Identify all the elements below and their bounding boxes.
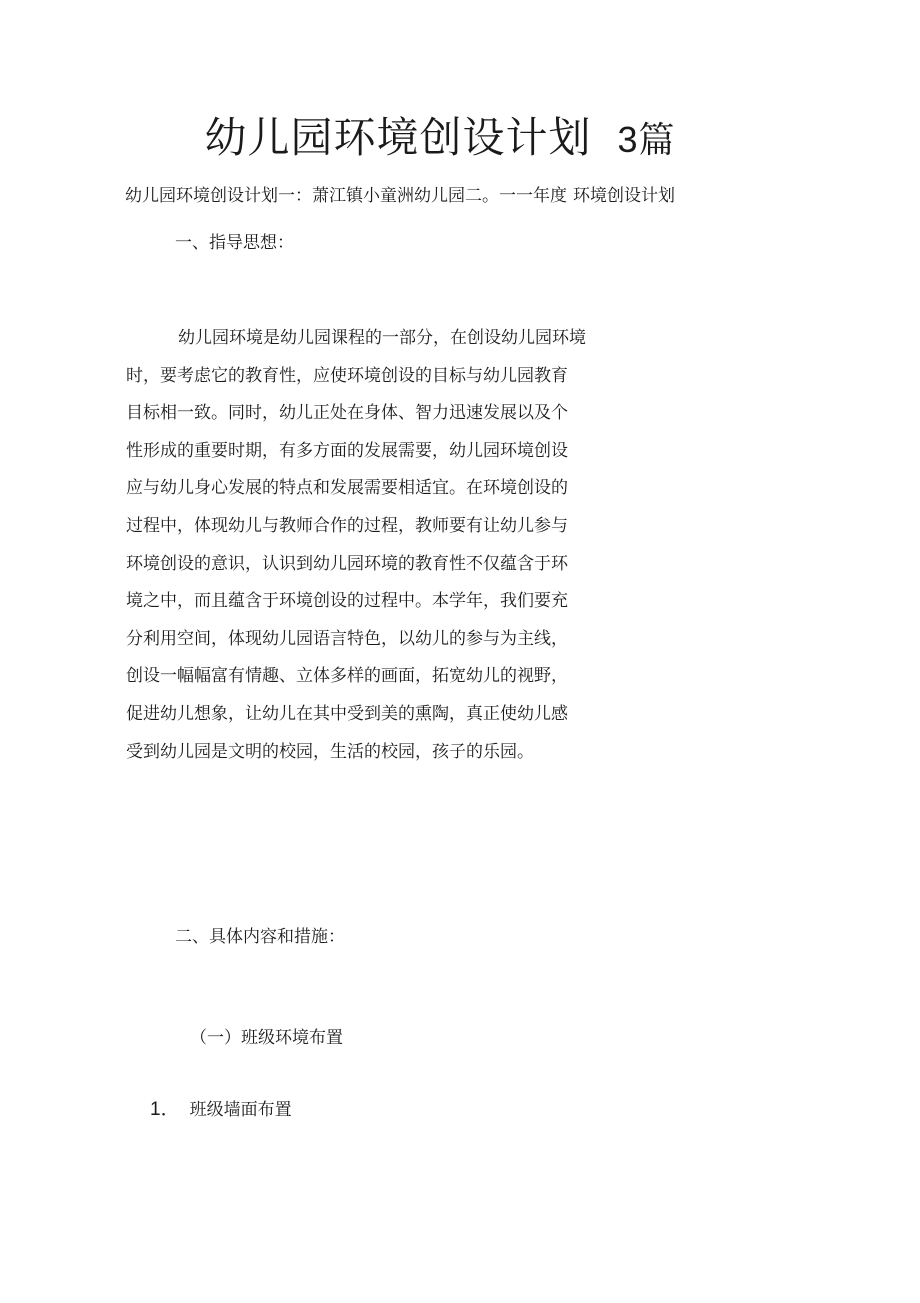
subtitle-tail: 环境创设计划 [573,186,675,206]
section2-heading: 二、具体内容和措施： [175,927,345,947]
section1-paragraph [126,320,646,771]
paragraph-line: 过程中，体现幼儿与教师合作的过程，教师要有让幼儿参与 [126,515,568,536]
paragraph-line: 受到幼儿园是文明的校园，生活的校园，孩子的乐园。 [126,741,534,762]
subtitle-text: 幼儿园环境创设计划一：萧江镇小童洲幼儿园二。一一年度 [125,186,567,206]
paragraph-line: 性形成的重要时期，有多方面的发展需要，幼儿园环境创设 [126,440,568,461]
paragraph-line: 分利用空间，体现幼儿园语言特色，以幼儿的参与为主线， [126,628,568,649]
paragraph-line: 环境创设的意识，认识到幼儿园环境的教育性不仅蕴含于环 [126,553,568,574]
item1 [150,1097,292,1123]
document-title [0,108,880,170]
paragraph-line: 促进幼儿想象，让幼儿在其中受到美的熏陶，真正使幼儿感 [126,703,568,724]
document-subtitle [125,183,675,209]
paragraph-line: 境之中，而且蕴含于环境创设的过程中。本学年，我们要充 [126,591,568,612]
paragraph-line: 目标相一致。同时，幼儿正处在身体、智力迅速发展以及个 [126,403,568,424]
item1-label: 班级墙面布置 [189,1100,292,1120]
title-text: 幼儿园环境创设计划 [204,113,592,162]
paragraph-line: 应与幼儿身心发展的特点和发展需要相适宜。在环境创设的 [126,478,568,499]
section1-heading: 一、指导思想： [175,233,294,253]
paragraph-line: 幼儿园环境是幼儿园课程的一部分，在创设幼儿园环境 [178,328,586,348]
subsection1-heading: （一）班级环境布置 [190,1028,343,1048]
item1-number: 1． [150,1099,180,1120]
paragraph-line: 创设一幅幅富有情趣、立体多样的画面，拓宽幼儿的视野， [126,666,568,687]
paragraph-line: 时，要考虑它的教育性，应使环境创设的目标与幼儿园教育 [126,365,568,386]
title-count: 3篇 [617,119,676,160]
